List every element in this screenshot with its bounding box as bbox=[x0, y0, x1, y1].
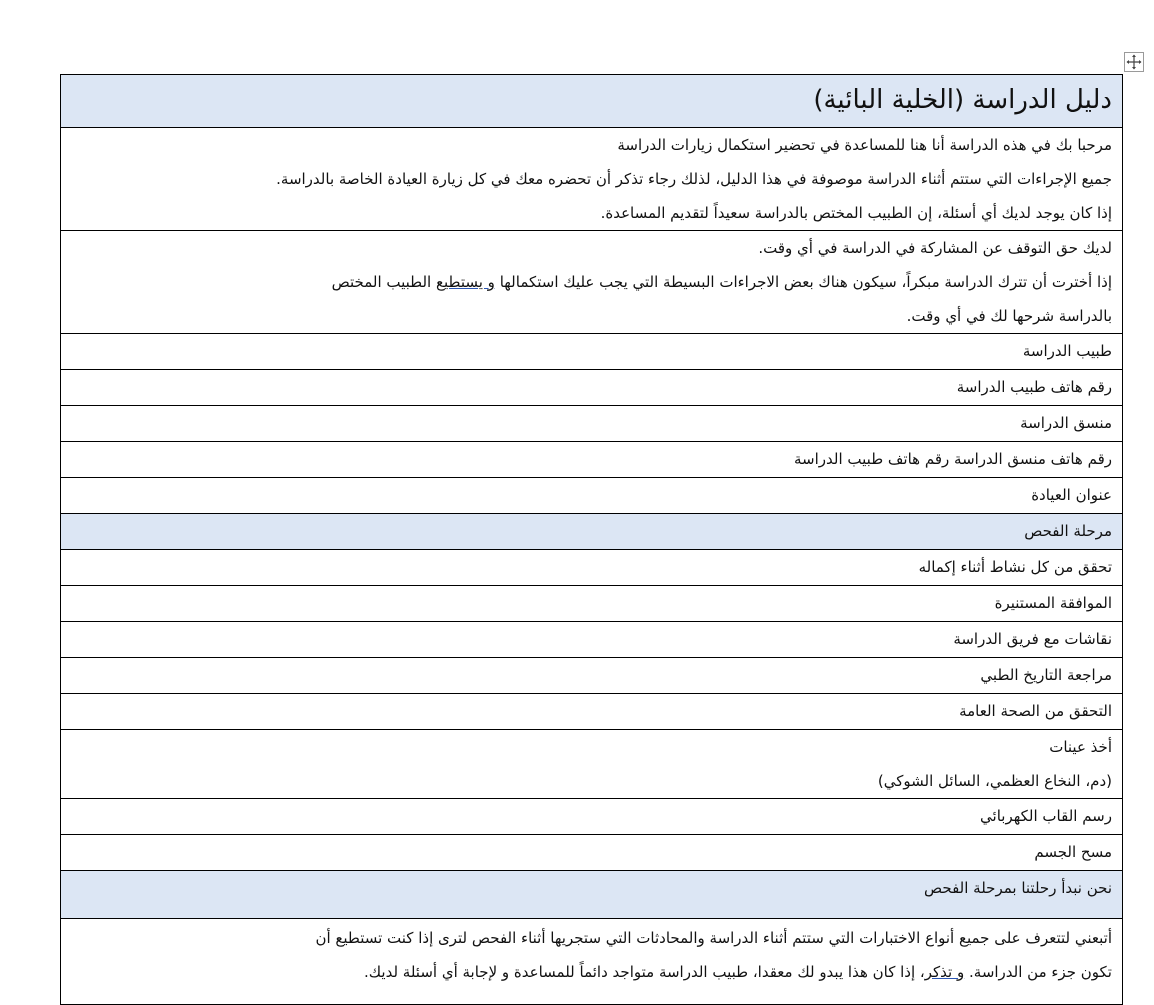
rights-line-2-text: إذا أخترت أن تترك الدراسة مبكراً، سيكون هناك بعض الاجراءات البسيطة التي يجب عليك استكمالها bbox=[494, 273, 1112, 291]
intro-cell bbox=[61, 128, 1123, 231]
contact-row bbox=[61, 406, 1123, 442]
screening-item: تحقق من كل نشاط أثناء إكماله bbox=[61, 550, 1123, 586]
move-cross-icon bbox=[1125, 53, 1143, 71]
rights-line-2 bbox=[69, 265, 1112, 299]
table-move-handle[interactable] bbox=[1124, 52, 1144, 72]
closing-line-2-text: تكون جزء من الدراسة. bbox=[964, 963, 1112, 981]
screening-item: التحقق من الصحة العامة bbox=[61, 694, 1123, 730]
page-title: دليل الدراسة (الخلية البائية) bbox=[61, 75, 1123, 128]
journey-header-row bbox=[61, 871, 1123, 919]
intro-row bbox=[61, 128, 1123, 231]
screening-item-row bbox=[61, 622, 1123, 658]
intro-line-2: جميع الإجراءات التي ستتم أثناء الدراسة موصوفة في هذا الدليل، لذلك رجاء تذكر أن تحضره معك في كل زيارة العيادة الخاصة بالدراسة. bbox=[276, 170, 1112, 188]
closing-line-1: أتبعني لتتعرف على جميع أنواع الاختبارات التي ستتم أثناء الدراسة والمحادثات التي ستجريها أثناء الفحص لترى إذا كنت تستطيع أن bbox=[315, 929, 1112, 947]
closing-cell bbox=[61, 919, 1123, 1005]
screening-item: نقاشات مع فريق الدراسة bbox=[61, 622, 1123, 658]
screening-item-row bbox=[61, 586, 1123, 622]
rights-line-2-end: الطبيب المختص bbox=[331, 273, 436, 291]
screening-header-row bbox=[61, 514, 1123, 550]
screening-item-row bbox=[61, 799, 1123, 835]
screening-item: مراجعة التاريخ الطبي bbox=[61, 658, 1123, 694]
spellcheck-underline-word: و يستطيع bbox=[436, 273, 495, 291]
journey-header: نحن نبدأ رحلتنا بمرحلة الفحص bbox=[61, 871, 1123, 919]
contact-coordinator-phone: رقم هاتف منسق الدراسة رقم هاتف طبيب الدراسة bbox=[61, 442, 1123, 478]
intro-line-3: إذا كان يوجد لديك أي أسئلة، إن الطبيب المختص بالدراسة سعيداً لتقديم المساعدة. bbox=[600, 204, 1112, 222]
samples-row bbox=[61, 730, 1123, 799]
rights-line-3: بالدراسة شرحها لك في أي وقت. bbox=[906, 307, 1112, 325]
screening-item-row bbox=[61, 658, 1123, 694]
screening-header: مرحلة الفحص bbox=[61, 514, 1123, 550]
screening-item-row bbox=[61, 694, 1123, 730]
title-row bbox=[61, 75, 1123, 128]
samples-line-2: (دم، النخاع العظمي، السائل الشوكي) bbox=[877, 772, 1112, 790]
contact-row bbox=[61, 334, 1123, 370]
contact-clinic-address: عنوان العيادة bbox=[61, 478, 1123, 514]
samples-cell bbox=[61, 730, 1123, 799]
contact-row bbox=[61, 478, 1123, 514]
screening-item: رسم القاب الكهربائي bbox=[61, 799, 1123, 835]
screening-item: الموافقة المستنيرة bbox=[61, 586, 1123, 622]
contact-doctor-phone: رقم هاتف طبيب الدراسة bbox=[61, 370, 1123, 406]
contact-study-doctor: طبيب الدراسة bbox=[61, 334, 1123, 370]
closing-line-2 bbox=[69, 955, 1112, 989]
contact-row bbox=[61, 370, 1123, 406]
samples-line-1: أخذ عينات bbox=[1049, 738, 1112, 756]
rights-line-1: لديك حق التوقف عن المشاركة في الدراسة في أي وقت. bbox=[758, 239, 1112, 257]
screening-item-row bbox=[61, 550, 1123, 586]
rights-cell bbox=[61, 231, 1123, 334]
closing-line-2-end: ، إذا كان هذا يبدو لك معقدا، طبيب الدراسة متواجد دائماً للمساعدة و لإجابة أي أسئلة لديك. bbox=[364, 963, 925, 981]
spellcheck-underline-word: و تذكر bbox=[924, 963, 965, 981]
screening-item-row bbox=[61, 835, 1123, 871]
contact-row bbox=[61, 442, 1123, 478]
screening-item: مسح الجسم bbox=[61, 835, 1123, 871]
intro-line-1: مرحبا بك في هذه الدراسة أنا هنا للمساعدة في تحضير استكمال زيارات الدراسة bbox=[617, 136, 1112, 154]
rights-row bbox=[61, 231, 1123, 334]
closing-row bbox=[61, 919, 1123, 1005]
contact-coordinator: منسق الدراسة bbox=[61, 406, 1123, 442]
study-guide-table bbox=[60, 74, 1123, 1005]
